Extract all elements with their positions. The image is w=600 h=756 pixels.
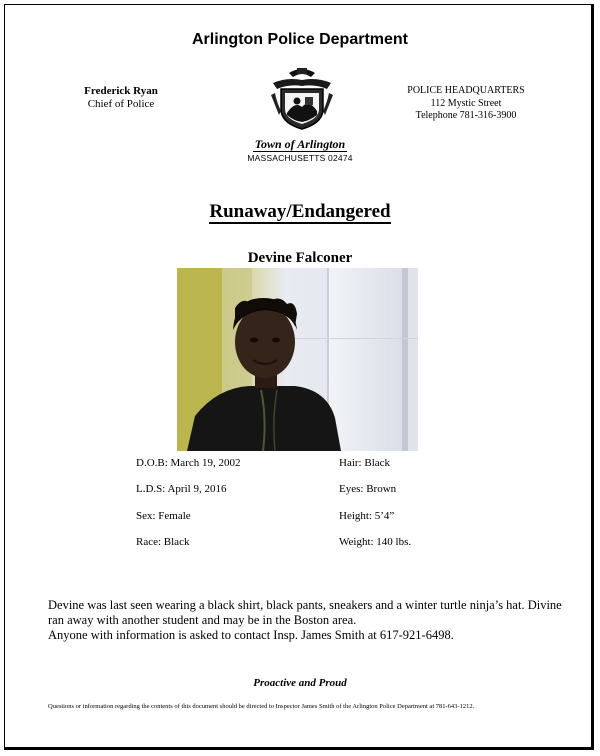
hq-title: POLICE HEADQUARTERS: [407, 85, 525, 96]
contact-text: Anyone with information is asked to contact Insp. James Smith at 617-921-6498.: [48, 628, 454, 642]
notice-headline-block: [5, 201, 595, 223]
town-state-zip: MASSACHUSETTS 02474: [247, 153, 353, 163]
notice-headline: Runaway/Endangered: [209, 201, 391, 222]
department-motto: Proactive and Proud: [253, 677, 347, 689]
chief-name: Frederick Ryan: [84, 85, 158, 97]
footer-disclaimer: Questions or information regarding the contents of this document should be directed to Inspector James Smith of the Arlington Police Department at 781-643-1212.: [48, 703, 475, 710]
person-name: Devine Falconer: [247, 250, 353, 266]
detail-weight: Weight: 140 lbs.: [339, 536, 412, 548]
town-name-block: [5, 137, 595, 152]
detail-dob: D.O.B: March 19, 2002: [136, 457, 241, 469]
detail-eyes: Eyes: Brown: [339, 483, 397, 495]
detail-lds: L.D.S: April 9, 2016: [136, 483, 227, 495]
detail-height: Height: 5’4”: [339, 510, 395, 522]
hq-street: 112 Mystic Street: [430, 97, 502, 109]
town-name: Town of Arlington: [254, 137, 346, 151]
description-block: [48, 598, 568, 643]
description-text: Devine was last seen wearing a black shirt, black pants, sneakers and a winter turtle ninja’s hat. Divine ran away with another student and may be in the Boston area.: [48, 598, 562, 627]
hq-phone: Telephone 781-316-3900: [415, 110, 517, 121]
chief-block: [67, 85, 175, 111]
detail-race: Race: Black: [136, 536, 190, 548]
chief-title: Chief of Police: [87, 98, 155, 110]
missing-person-photo: [177, 268, 418, 451]
flyer-page: [4, 4, 594, 750]
detail-hair: Hair: Black: [339, 457, 391, 469]
town-seal-icon: [267, 65, 337, 131]
detail-sex: Sex: Female: [136, 510, 191, 522]
department-title: Arlington Police Department: [191, 31, 409, 48]
headquarters-block: [397, 85, 535, 123]
